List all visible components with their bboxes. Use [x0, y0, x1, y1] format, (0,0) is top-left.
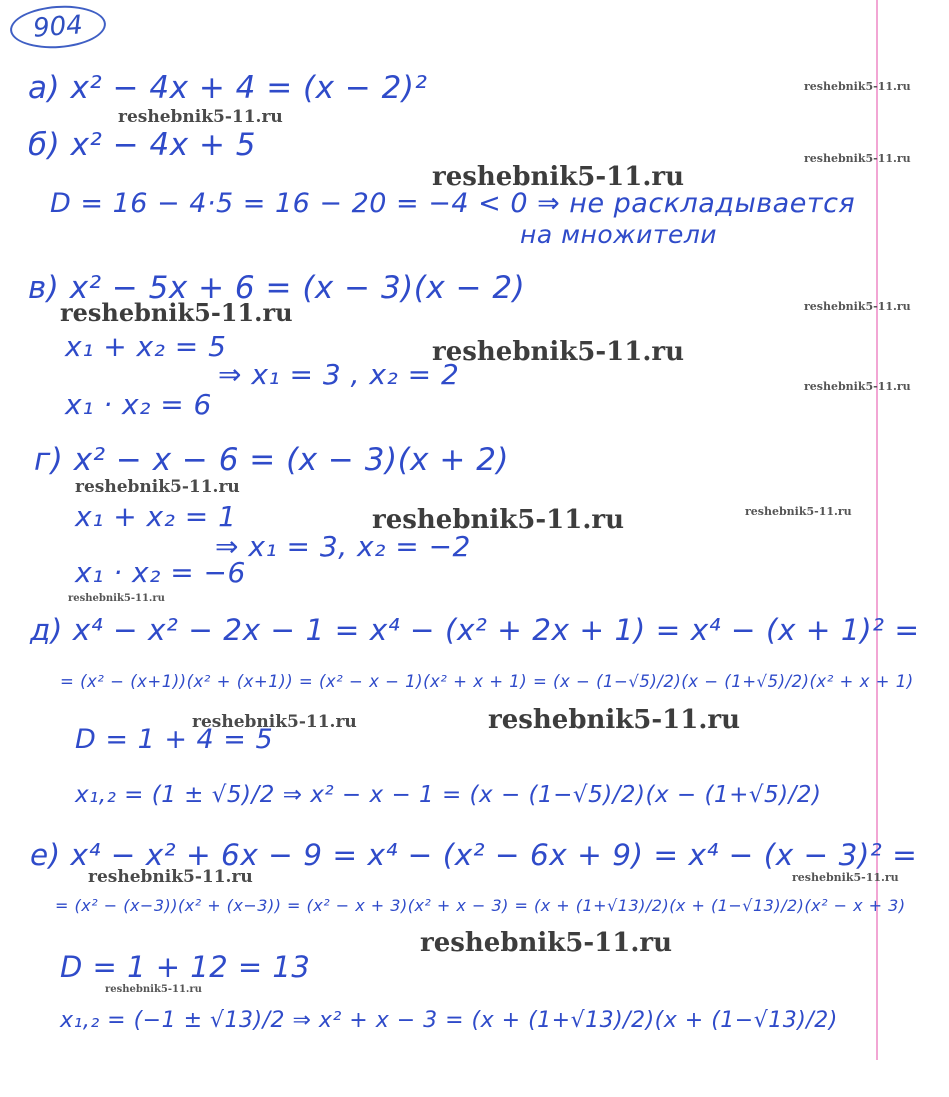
line-e2: = (x² − (x−3))(x² + (x−3)) = (x² − x + 3)(x² + x − 3) = (x + (1+√13)/2)(x + (1−√13)/2)(x² − x + 3) [55, 896, 906, 915]
line-d3: D = 1 + 4 = 5 [75, 724, 274, 755]
line-g1: г) x² − x − 6 = (x − 3)(x + 2) [34, 442, 510, 478]
watermark: reshebnik5-11.ru [105, 984, 202, 995]
watermark: reshebnik5-11.ru [432, 337, 685, 367]
line-b2: D = 16 − 4·5 = 16 − 20 = −4 < 0 ⇒ не раскладывается [50, 188, 856, 219]
watermark: reshebnik5-11.ru [68, 593, 165, 604]
line-b1: б) x² − 4x + 5 [28, 127, 256, 163]
watermark: reshebnik5-11.ru [420, 928, 673, 958]
line-d2: = (x² − (x+1))(x² + (x+1)) = (x² − x − 1)(x² + x + 1) = (x − (1−√5)/2)(x − (1+√5)/2)(x² + x + 1) [60, 672, 914, 691]
watermark: reshebnik5-11.ru [745, 505, 852, 518]
watermark: reshebnik5-11.ru [372, 505, 625, 535]
line-g4: x₁ · x₂ = −6 [75, 556, 246, 589]
watermark: reshebnik5-11.ru [804, 380, 911, 393]
line-v1: в) x² − 5x + 6 = (x − 3)(x − 2) [28, 270, 526, 306]
watermark: reshebnik5-11.ru [792, 871, 899, 884]
watermark: reshebnik5-11.ru [432, 162, 685, 192]
line-e1: е) x⁴ − x² + 6x − 9 = x⁴ − (x² − 6x + 9) = x⁴ − (x − 3)² = [30, 838, 918, 872]
line-v3: ⇒ x₁ = 3 , x₂ = 2 [218, 358, 460, 391]
line-e4: x₁,₂ = (−1 ± √13)/2 ⇒ x² + x − 3 = (x + (1+√13)/2)(x + (1−√13)/2) [60, 1008, 838, 1033]
line-g3: ⇒ x₁ = 3, x₂ = −2 [215, 530, 471, 563]
line-g2: x₁ + x₂ = 1 [75, 500, 237, 533]
line-e3: D = 1 + 12 = 13 [60, 950, 311, 984]
watermark: reshebnik5-11.ru [488, 705, 741, 735]
watermark: reshebnik5-11.ru [804, 152, 911, 165]
problem-number-badge: 904 [9, 3, 108, 52]
line-b3: на множители [520, 220, 718, 249]
watermark: reshebnik5-11.ru [60, 298, 293, 327]
line-d1: д) x⁴ − x² − 2x − 1 = x⁴ − (x² + 2x + 1) = x⁴ − (x + 1)² = [30, 613, 920, 647]
watermark: reshebnik5-11.ru [88, 867, 253, 887]
watermark: reshebnik5-11.ru [804, 300, 911, 313]
line-v4: x₁ · x₂ = 6 [65, 388, 212, 421]
watermark: reshebnik5-11.ru [75, 477, 240, 497]
watermark: reshebnik5-11.ru [804, 80, 911, 93]
line-a1: а) x² − 4x + 4 = (x − 2)² [28, 70, 428, 106]
watermark: reshebnik5-11.ru [118, 107, 283, 127]
watermark: reshebnik5-11.ru [192, 712, 357, 732]
line-d4: x₁,₂ = (1 ± √5)/2 ⇒ x² − x − 1 = (x − (1−√5)/2)(x − (1+√5)/2) [75, 782, 822, 808]
line-v2: x₁ + x₂ = 5 [65, 330, 227, 363]
